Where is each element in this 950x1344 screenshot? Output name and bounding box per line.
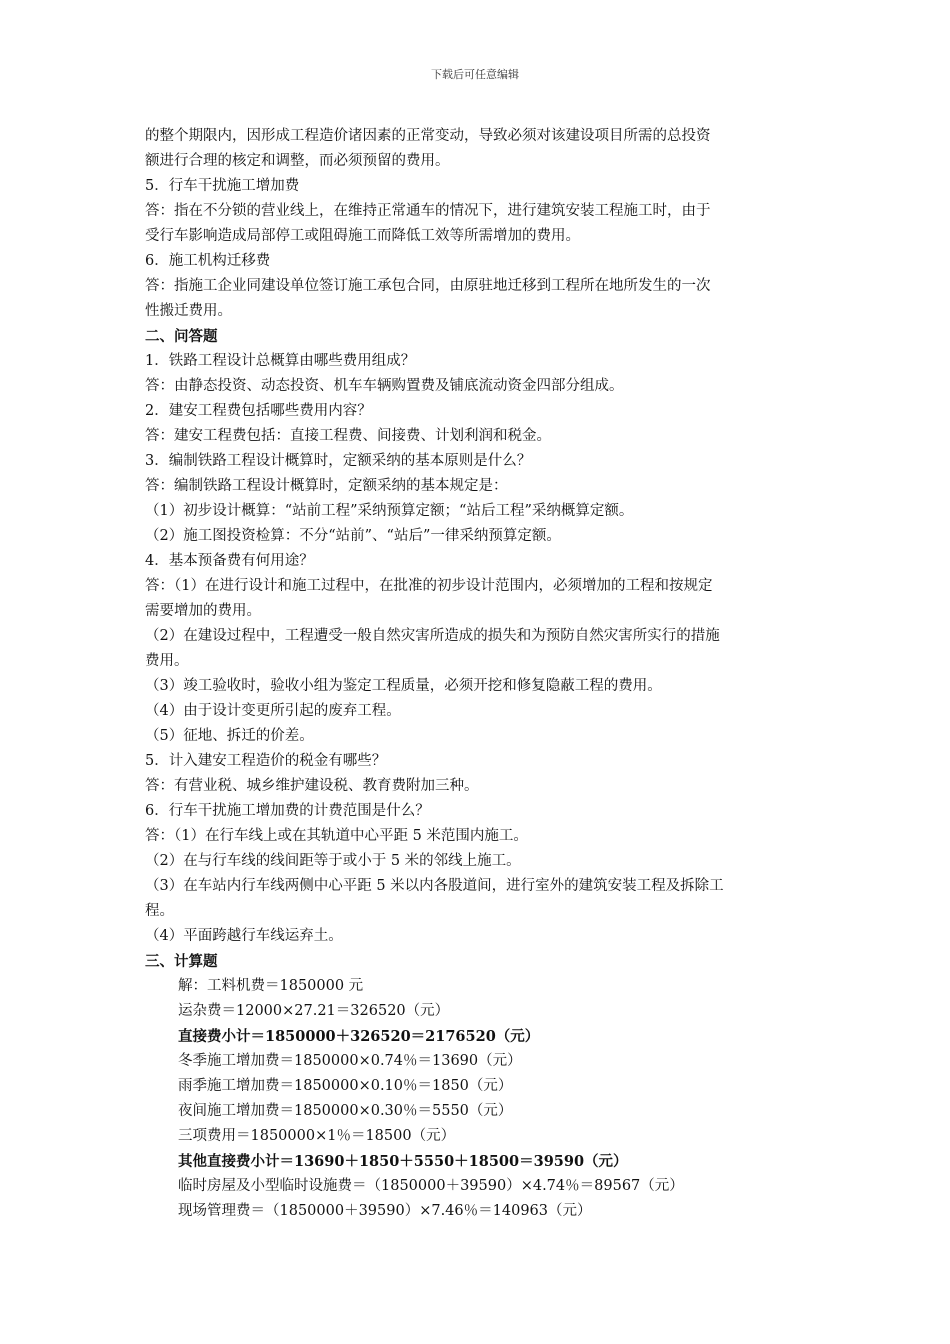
text-line: 运杂费＝12000×27.21＝326520（元） bbox=[178, 1003, 450, 1019]
text-line: 雨季施工增加费＝1850000×0.10％＝1850（元） bbox=[178, 1078, 513, 1094]
text-line: 临时房屋及小型临时设施费＝（1850000＋39590）×4.74％＝89567（元） bbox=[178, 1178, 684, 1194]
text-line: 受行车影响造成局部停工或阻碍施工而降低工效等所需增加的费用。 bbox=[145, 228, 580, 244]
text-line: 程。 bbox=[145, 903, 174, 919]
section-heading: 其他直接费小计＝13690＋1850＋5550＋18500＝39590（元） bbox=[178, 1153, 628, 1170]
text-line: 冬季施工增加费＝1850000×0.74％＝13690（元） bbox=[178, 1053, 522, 1069]
document-body bbox=[145, 124, 810, 1224]
text-line: 2．建安工程费包括哪些费用内容？ bbox=[145, 403, 372, 419]
text-line: 解：工料机费＝1850000 元 bbox=[178, 978, 364, 994]
text-line: 的整个期限内，因形成工程造价诸因素的正常变动，导致必须对该建设项目所需的总投资 bbox=[145, 128, 711, 144]
text-line: （2）在与行车线的线间距等于或小于 5 米的邻线上施工。 bbox=[145, 853, 521, 869]
text-line: 额进行合理的核定和调整，而必须预留的费用。 bbox=[145, 153, 450, 169]
text-line: （5）征地、拆迁的价差。 bbox=[145, 728, 314, 744]
text-line: 5．行车干扰施工增加费 bbox=[145, 178, 300, 194]
text-line: 夜间施工增加费＝1850000×0.30％＝5550（元） bbox=[178, 1103, 513, 1119]
text-line: 3．编制铁路工程设计概算时，定额采纳的基本原则是什么？ bbox=[145, 453, 532, 469]
text-line: 6．施工机构迁移费 bbox=[145, 253, 271, 269]
text-line: 答：由静态投资、动态投资、机车车辆购置费及铺底流动资金四部分组成。 bbox=[145, 378, 624, 394]
page-header: 下载后可任意编辑 bbox=[431, 68, 519, 81]
text-line: （3）竣工验收时，验收小组为鉴定工程质量，必须开挖和修复隐蔽工程的费用。 bbox=[145, 678, 662, 694]
section-heading: 三、计算题 bbox=[145, 953, 218, 970]
text-line: 4．基本预备费有何用途？ bbox=[145, 553, 314, 569]
text-line: 答：（1）在进行设计和施工过程中，在批准的初步设计范围内，必须增加的工程和按规定 bbox=[145, 578, 713, 594]
text-line: 性搬迁费用。 bbox=[145, 303, 232, 319]
text-line: 答：（1）在行车线上或在其轨道中心平距 5 米范围内施工。 bbox=[145, 828, 528, 844]
text-line: 1．铁路工程设计总概算由哪些费用组成？ bbox=[145, 353, 416, 369]
text-line: （4）由于设计变更所引起的废弃工程。 bbox=[145, 703, 401, 719]
text-line: （2）施工图投资检算：不分“站前”、“站后”一律采纳预算定额。 bbox=[145, 528, 561, 544]
text-line: 现场管理费＝（1850000＋39590）×7.46％＝140963（元） bbox=[178, 1203, 592, 1219]
text-line: （2）在建设过程中，工程遭受一般自然灾害所造成的损失和为预防自然灾害所实行的措施 bbox=[145, 628, 720, 644]
text-line: 需要增加的费用。 bbox=[145, 603, 261, 619]
text-line: 5．计入建安工程造价的税金有哪些？ bbox=[145, 753, 387, 769]
text-line: （4）平面跨越行车线运弃土。 bbox=[145, 928, 343, 944]
text-line: （3）在车站内行车线两侧中心平距 5 米以内各股道间，进行室外的建筑安装工程及拆除工 bbox=[145, 878, 724, 894]
text-line: （1）初步设计概算：“站前工程”采纳预算定额；“站后工程”采纳概算定额。 bbox=[145, 503, 634, 519]
text-line: 答：指在不分锁的营业线上，在维持正常通车的情况下，进行建筑安装工程施工时，由于 bbox=[145, 203, 711, 219]
text-line: 答：编制铁路工程设计概算时，定额采纳的基本规定是： bbox=[145, 478, 508, 494]
section-heading: 二、问答题 bbox=[145, 328, 218, 345]
section-heading: 直接费小计＝1850000＋326520＝2176520（元） bbox=[178, 1028, 540, 1045]
text-line: 6．行车干扰施工增加费的计费范围是什么？ bbox=[145, 803, 430, 819]
text-line: 三项费用＝1850000×1％＝18500（元） bbox=[178, 1128, 456, 1144]
text-line: 答：建安工程费包括：直接工程费、间接费、计划利润和税金。 bbox=[145, 428, 551, 444]
text-line: 费用。 bbox=[145, 653, 189, 669]
text-line: 答：指施工企业同建设单位签订施工承包合同，由原驻地迁移到工程所在地所发生的一次 bbox=[145, 278, 711, 294]
text-line: 答：有营业税、城乡维护建设税、教育费附加三种。 bbox=[145, 778, 479, 794]
